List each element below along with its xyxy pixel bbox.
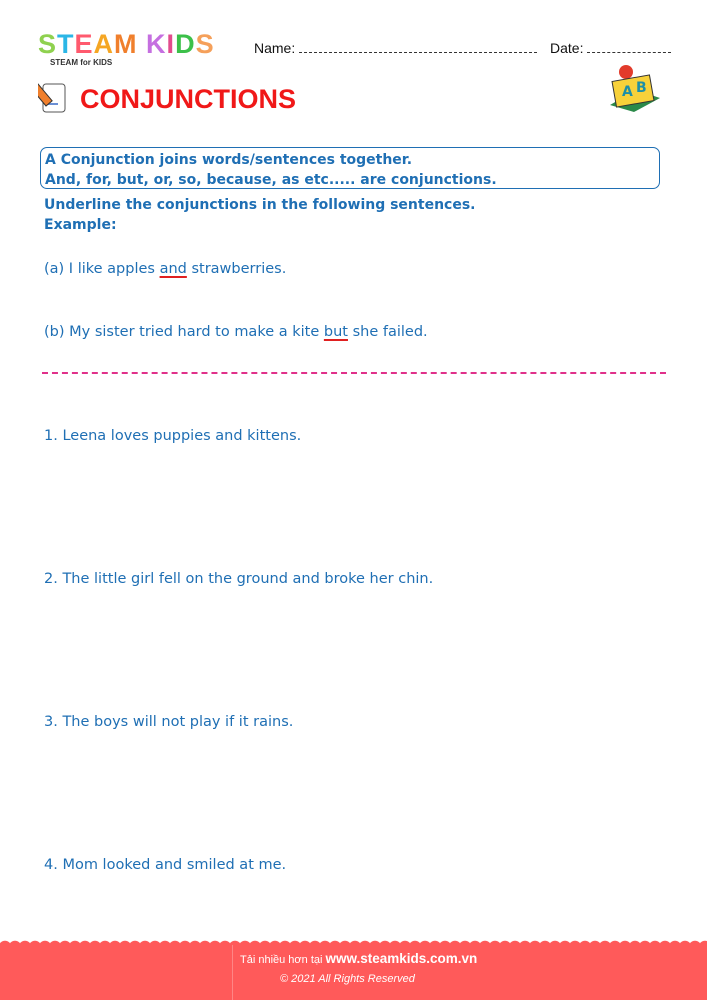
footer: Tải nhiều hơn tại www.steamkids.com.vn © 2021 All Rights Reserved — [0, 945, 707, 1000]
steam-kids-logo: STEAM KIDS STEAM for KIDS — [38, 29, 215, 67]
sentence-1[interactable]: 1. Leena loves puppies and kittens. — [44, 428, 302, 444]
svg-text:A: A — [622, 84, 633, 100]
sentence-3[interactable]: 3. The boys will not play if it rains. — [44, 714, 294, 730]
date-field[interactable]: Date: — [550, 40, 671, 56]
example-a: (a) I like apples and strawberries. — [44, 261, 287, 277]
page-title: CONJUNCTIONS — [80, 84, 297, 114]
copyright: © 2021 All Rights Reserved — [280, 973, 415, 985]
instructions: Underline the conjunctions in the following sentences. Example: — [44, 197, 476, 233]
sentence-4[interactable]: 4. Mom looked and smiled at me. — [44, 857, 287, 873]
definition-box: A Conjunction joins words/sentences together. And, for, but, or, so, because, as etc..... are conjunctions. — [40, 147, 660, 189]
example-b: (b) My sister tried hard to make a kite but she failed. — [44, 324, 428, 340]
sentence-2[interactable]: 2. The little girl fell on the ground and broke her chin. — [44, 571, 434, 587]
website-link[interactable]: www.steamkids.com.vn — [325, 951, 478, 966]
divider — [42, 372, 666, 374]
pencil-paper-icon — [38, 80, 70, 116]
name-field[interactable]: Name: — [254, 40, 537, 56]
svg-text:B: B — [636, 80, 647, 96]
abc-book-icon — [606, 60, 664, 115]
